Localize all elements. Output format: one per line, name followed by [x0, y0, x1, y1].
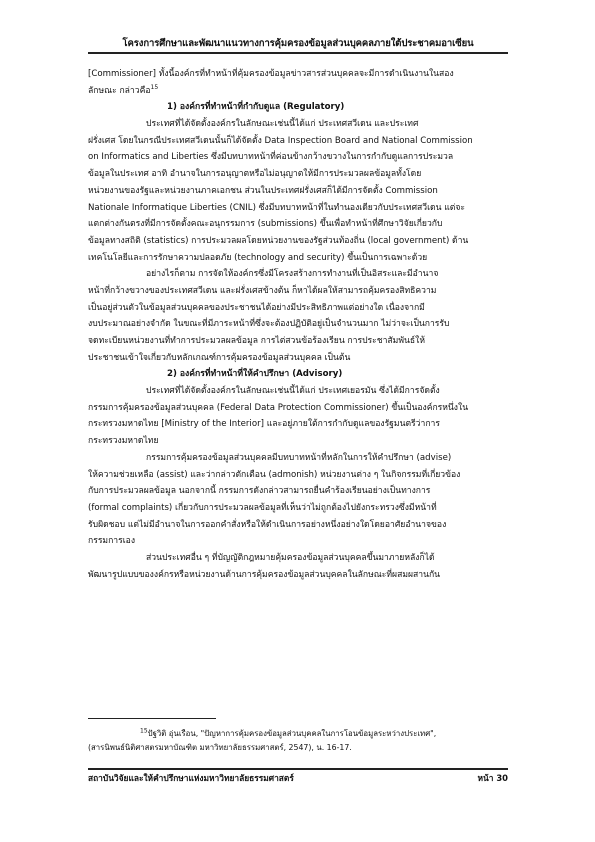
paragraph-line [88, 350, 508, 367]
line-text: เป็นอยู่ส่วนตัวในข้อมูลส่วนบุคคลของประชาชนได้อย่างมีประสิทธิภาพแต่อย่างใด เนื่องจากมี [88, 302, 425, 313]
footnote-reference: 15 [150, 83, 159, 91]
paragraph-line [88, 316, 508, 333]
line-text: จดทะเบียนหน่วยงานที่ทำการประมวลผลข้อมูล การไต่สวนข้อร้องเรียน การประชาสัมพันธ์ให้ [88, 336, 425, 346]
paragraph-line [88, 333, 508, 350]
line-text: Nationale Informatique Liberties (CNIL) ซึ่งมีบทบาทหน้าที่ในทำนองเดียวกับประเทศสวีเดน แต่จะ [88, 202, 466, 213]
paragraph-line [88, 467, 508, 484]
section-heading [88, 366, 508, 383]
paragraph-line [88, 283, 508, 300]
paragraph-line [88, 450, 508, 467]
line-text: เทคโนโลยีและการรักษาความปลอดภัย (technology and security) ขึ้นเป็นการเฉพาะด้วย [88, 252, 428, 263]
paragraph-line [88, 183, 508, 200]
paragraph-line [88, 66, 508, 83]
paragraph-line [88, 233, 508, 250]
paragraph-line [88, 216, 508, 233]
line-text: กรรมการคุ้มครองข้อมูลส่วนบุคคลมีบทบาทหน้าที่หลักในการให้คำปรึกษา (advise) [146, 452, 452, 463]
paragraph-line [88, 250, 508, 267]
line-text: กระทรวงมหาดไทย [88, 436, 159, 447]
body-text [88, 66, 508, 583]
line-text: กับการประมวลผลข้อมูล นอกจากนี้ กรรมการดังกล่าวสามารถยื่นคำร้องเรียนอย่างเป็นทางการ [88, 486, 431, 497]
paragraph-line [88, 533, 508, 550]
line-text: (formal complaints) เกี่ยวกับการประมวลผลข้อมูลที่เห็นว่าไม่ถูกต้องไปยังกระทรวงซึ่งมีหน้าที่ [88, 502, 437, 513]
paragraph-line [88, 300, 508, 317]
footnote-divider [88, 718, 216, 719]
page-number: หน้า 30 [477, 773, 508, 783]
footer-divider [88, 768, 508, 770]
line-text: ข้อมูลทางสถิติ (statistics) การประมวลผลโดยหน่วยงานของรัฐส่วนท้องถิ่น (local government) ด้าน [88, 235, 469, 246]
paragraph-line [88, 517, 508, 534]
paragraph-line [88, 567, 508, 584]
line-text: งบประมาณอย่างจำกัด ในขณะที่มีภาระหน้าที่ซึ่งจะต้องปฏิบัติอยู่เป็นจำนวนมาก ไม่ว่าจะเป็นการรับ [88, 319, 450, 330]
running-header: โครงการศึกษาและพัฒนาแนวทางการคุ้มครองข้อมูลส่วนบุคคลภายใต้ประชาคมอาเซียน [122, 38, 474, 49]
paragraph-line [88, 433, 508, 450]
line-text: แตกต่างกันตรงที่มีการจัดตั้งคณะอนุกรรมการ (submissions) ขึ้นเพื่อทำหน้าที่ศึกษาวิจัยเกี่ยวกับ [88, 219, 443, 230]
line-text: ประชาชนเข้าใจเกี่ยวกับหลักเกณฑ์การคุ้มครองข้อมูลส่วนบุคคล เป็นต้น [88, 352, 351, 363]
line-text: ให้ความช่วยเหลือ (assist) และว่ากล่าวตักเตือน (admonish) หน่วยงานต่าง ๆ ในกิจกรรมที่เกี่ยวข้อง [88, 469, 461, 480]
line-text: อย่างไรก็ตาม การจัดให้องค์กรซึ่งมีโครงสร้างการทำงานที่เป็นอิสระและมีอำนาจ [146, 269, 439, 280]
line-text: พัฒนารูปแบบของงค์กรหรือหน่วยงานด้านการคุ้มครองข้อมูลส่วนบุคคลในลักษณะที่ผสมผสานกัน [88, 569, 441, 580]
line-text: ส่วนประเทศอื่น ๆ ที่บัญญัติกฎหมายคุ้มครองข้อมูลส่วนบุคคลขึ้นมาภายหลังก็ได้ [146, 552, 435, 563]
line-text: หน้าที่กว้างขวางของประเทศสวีเดน และฝรั่งเศสข้างต้น ก็หาได้ผลให้สามารถคุ้มครองสิทธิความ [88, 285, 437, 296]
paragraph-line [88, 116, 508, 133]
line-text: หน่วยงานของรัฐและหน่วยงานภาคเอกชน ส่วนในประเทศฝรั่งเศสก็ได้มีการจัดตั้ง Commission [88, 185, 438, 196]
paragraph-line [88, 483, 508, 500]
line-text: กรรมการเอง [88, 536, 136, 547]
footnote [88, 727, 508, 754]
paragraph-line [88, 200, 508, 217]
footer-institution: สถาบันวิจัยและให้คำปรึกษาแห่งมหาวิทยาลัยธรรมศาสตร์ [88, 773, 294, 783]
footnote-marker: 15 [140, 727, 148, 735]
line-text: ลักษณะ กล่าวคือ [88, 85, 151, 96]
line-text: กรรมการคุ้มครองข้อมูลส่วนบุคคล (Federal Data Protection Commissioner) ขึ้นเป็นองค์กรหนึ่งใน [88, 402, 469, 413]
line-text: ฝรั่งเศส โดยในกรณีประเทศสวีเดนนั้นก็ได้จัดตั้ง Data Inspection Board and National Commission [88, 135, 473, 146]
line-text: กระทรวงมหาดไทย [Ministry of the Interior] และอยู่ภายใต้การกำกับดูแลของรัฐมนตรีว่าการ [88, 419, 440, 430]
paragraph-line [88, 550, 508, 567]
line-text: ประเทศที่ได้จัดตั้งองค์กรในลักษณะเช่นนี้ได้แก่ ประเทศเยอรมัน ซึ่งได้มีการจัดตั้ง [146, 386, 440, 397]
line-text: on Informatics and Liberties ซึ่งมีบทบาทหน้าที่ค่อนข้างกว้างขวางในการกำกับดูแลการประมวล [88, 152, 454, 163]
paragraph-line [88, 383, 508, 400]
paragraph-line [88, 416, 508, 433]
footnote-line-1: ปัฐวิติ อุ่นเรือน, "ปัญหาการคุ้มครองข้อมูลส่วนบุคคลในการโอนข้อมูลระหว่างประเทศ", [147, 729, 437, 738]
paragraph-line [88, 149, 508, 166]
paragraph-line [88, 266, 508, 283]
header-divider [88, 52, 508, 54]
paragraph-line [88, 500, 508, 517]
footnote-line-2: (สารนิพนธ์นิติศาสตรมหาบัณฑิต มหาวิทยาลัยธรรมศาสตร์, 2547), น. 16-17. [88, 742, 352, 752]
line-text: [Commissioner] ทั้งนี้องค์กรที่ทำหน้าที่คุ้มครองข้อมูลข่าวสารส่วนบุคคลจะมีการดำเนินงานในสอง [88, 69, 454, 79]
line-text: ข้อมูลในประเทศ อาทิ อำนาจในการอนุญาตหรือไม่อนุญาตให้มีการประมวลผลข้อมูลทั้งโดย [88, 169, 422, 180]
paragraph-line [88, 83, 508, 100]
paragraph-line [88, 166, 508, 183]
paragraph-line [88, 400, 508, 417]
line-text: 1) องค์กรที่ทำหน้าที่กำกับดูแล (Regulatory) [167, 102, 345, 113]
section-heading [88, 99, 508, 116]
line-text: รับผิดชอบ แต่ไม่มีอำนาจในการออกคำสั่งหรือให้ดำเนินการอย่างหนึ่งอย่างใดโดยอาศัยอำนาจของ [88, 519, 447, 530]
line-text: ประเทศที่ได้จัดตั้งองค์กรในลักษณะเช่นนี้ได้แก่ ประเทศสวีเดน และประเทศ [146, 119, 419, 130]
line-text: 2) องค์กรที่ทำหน้าที่ให้คำปรึกษา (Advisory) [167, 369, 343, 380]
paragraph-line [88, 133, 508, 150]
